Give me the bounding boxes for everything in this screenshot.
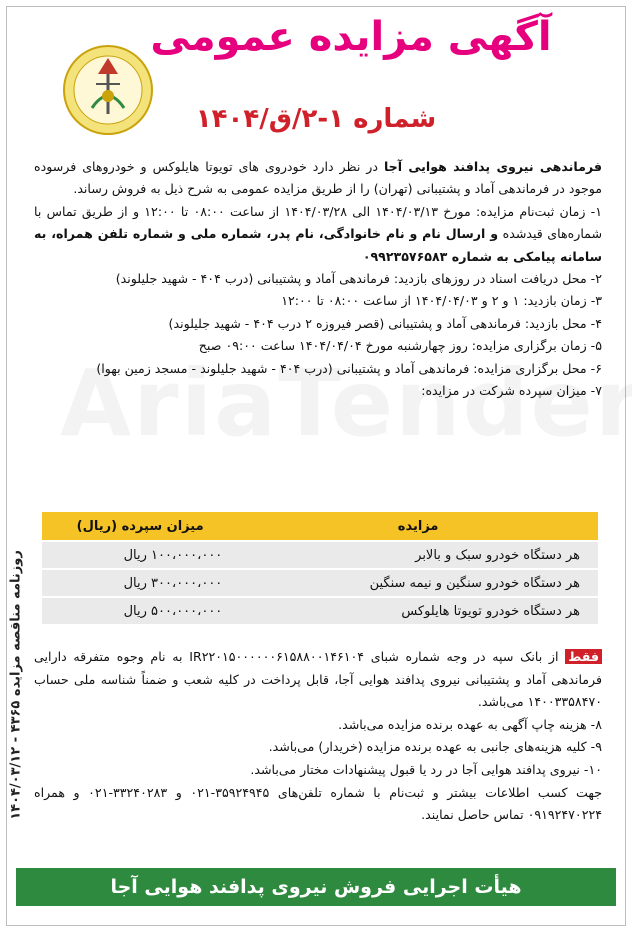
note-10: ۱۰- نیروی پدافند هوایی آجا در رد یا قبول پیشنهادات مختار می‌باشد. <box>250 761 602 777</box>
deposit-cell: ۵۰۰،۰۰۰،۰۰۰ ریال <box>42 598 238 624</box>
deposit-cell: ۳۰۰،۰۰۰،۰۰۰ ریال <box>42 570 238 596</box>
col-deposit-header: میزان سپرده (ریال) <box>42 512 238 540</box>
auction-cell: هر دستگاه خودرو سنگین و نیمه سنگین <box>238 570 598 596</box>
page-title: آگهی مزایده عمومی <box>150 14 552 60</box>
table-header-row <box>42 512 598 540</box>
item-1-bold: و ارسال نام و نام خانوادگی، نام پدر، شماره ملی و شماره تلفن همراه، به سامانه پیامکی به شماره ۰۹۹۲۳۵۷۶۵۸۳ <box>34 226 602 264</box>
payment-paragraph <box>34 646 602 714</box>
item-2: ۲- محل دریافت اسناد در روزهای بازدید: فرماندهی آماد و پشتیبانی (درب ۴۰۴ - شهید جلیلوند) <box>115 271 602 287</box>
auction-number: شماره ۱-۲/ق/۱۴۰۴ <box>195 104 437 134</box>
newspaper-sidebar <box>4 520 28 850</box>
newspaper-sidebar-text: روزنامه مناقصه مزایده ۴۳۶۵ - ۱۴۰۴/۰۳/۱۲ <box>8 550 24 820</box>
item-4: ۴- محل بازدید: فرماندهی آماد و پشتیبانی (قصر فیروزه ۲ درب ۴۰۴ - شهید جلیلوند) <box>168 315 602 331</box>
col-auction-header: مزایده <box>238 512 598 540</box>
item-1 <box>34 201 602 268</box>
item-7: ۷- میزان سپرده شرکت در مزایده: <box>421 383 602 399</box>
intro-text: در نظر دارد خودروی های تویوتا هایلوکس و خودروهای فرسوده موجود در فرماندهی آماد و پشتیبانی (تهران) را از طریق مزایده عمومی به شرح ذیل به فروش رساند. <box>34 159 602 197</box>
table-row <box>42 542 598 568</box>
item-3: ۳- زمان بازدید: ۱ و ۲ و ۱۴۰۴/۰۴/۰۳ از ساعت ۰۸:۰۰ تا ۱۲:۰۰ <box>281 293 602 309</box>
faqat-badge: فقط <box>565 649 602 664</box>
item-5: ۵- زمان برگزاری مزایده: روز چهارشنبه مورخ ۱۴۰۴/۰۴/۰۴ ساعت ۰۹:۰۰ صبح <box>198 338 602 354</box>
payment-text: از بانک سپه در وجه شماره شبای IR۲۲۰۱۵۰۰۰۰۰۰۶۱۵۸۸۰۰۱۴۶۱۰۴ به نام وجوه متفرقه دارایی فرماندهی آماد و پشتیبانی نیروی پدافند هوایی آجا، قابل پرداخت در کلیه شعب و ضمناً شناسه ملی حساب ۱۴۰۰۳۳۵۸۴۷۰ می‌باشد. <box>34 649 602 710</box>
deposit-table <box>42 510 598 626</box>
table-row <box>42 598 598 624</box>
contact-paragraph: جهت کسب اطلاعات بیشتر و ثبت‌نام با شماره تلفن‌های ۳۵۹۲۴۹۴۵-۰۲۱ و ۳۳۲۴۰۲۸۳-۰۲۱ و همراه ۰۹۱۹۲۴۷۰۲۲۴ تماس حاصل نمایند. <box>34 784 602 823</box>
footer-banner: هیأت اجرایی فروش نیروی پدافند هوایی آجا <box>16 868 616 906</box>
intro-org: فرماندهی نیروی پدافند هوایی آجا <box>383 159 602 174</box>
item-6: ۶- محل برگزاری مزایده: فرماندهی آماد و پشتیبانی (درب ۴۰۴ - شهید جلیلوند - مسجد زمین بهوا) <box>96 360 602 376</box>
item-1-text: ۱- زمان ثبت‌نام مزایده: مورخ ۱۴۰۴/۰۳/۱۳ الی ۱۴۰۴/۰۳/۲۸ از ساعت ۰۸:۰۰ تا ۱۲:۰۰ و از طریق تماس با شماره‌های قیدشده <box>34 203 602 242</box>
auction-cell: هر دستگاه خودرو سبک و بالابر <box>238 542 598 568</box>
payment-and-notes <box>34 646 602 827</box>
note-8: ۸- هزینه چاپ آگهی به عهده برنده مزایده می‌باشد. <box>338 716 602 732</box>
intro-paragraph <box>34 156 602 201</box>
deposit-cell: ۱۰۰،۰۰۰،۰۰۰ ریال <box>42 542 238 568</box>
auction-cell: هر دستگاه خودرو تویوتا هایلوکس <box>238 598 598 624</box>
table-row <box>42 570 598 596</box>
announcement-body <box>34 156 602 402</box>
note-9: ۹- کلیه هزینه‌های جانبی به عهده برنده مزایده (خریدار) می‌باشد. <box>268 739 602 755</box>
